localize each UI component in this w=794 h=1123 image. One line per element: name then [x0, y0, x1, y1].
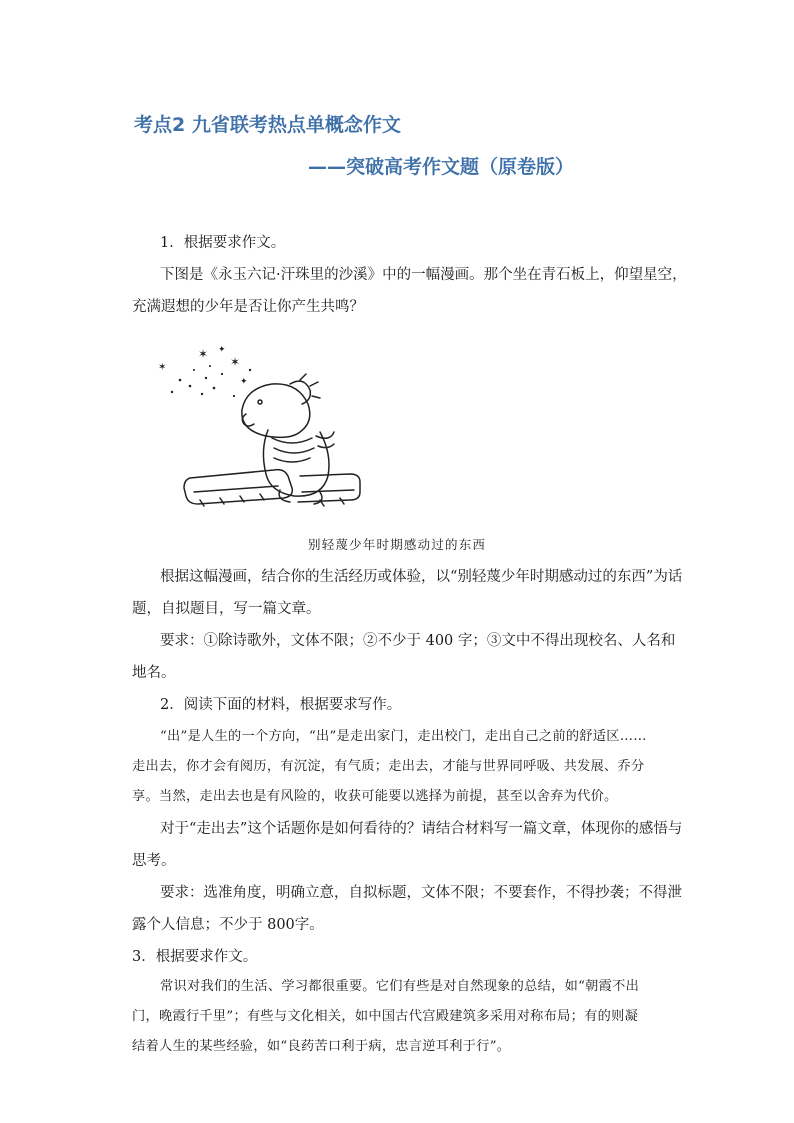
- q1-intro-line2: 充满遐想的少年是否让你产生共鸣？: [132, 299, 364, 315]
- q1-requirement-line1: 要求：①除诗歌外，文体不限；②不少于 400 字；③文中不得出现校名、人名和: [160, 633, 676, 649]
- q2-requirement-line1: 要求：选准角度，明确立意，自拟标题，文体不限；不要套作，不得抄袭；不得泄: [160, 885, 682, 901]
- q3-material-line3: 结着人生的某些经验，如“良药苦口利于病，忠言逆耳利于行”。: [132, 1039, 511, 1054]
- q2-material-line2: 走出去，你才会有阅历，有沉淀，有气质；走出去，才能与世界同呼吸、共发展、乔分: [132, 759, 645, 774]
- heading-line-2: ——突破高考作文题（原卷版）: [308, 156, 575, 178]
- star-icon: ✶: [230, 355, 241, 369]
- q2-task-line1: 对于“走出去”这个话题你是如何看待的？请结合材料写一篇文章，体现你的感悟与: [160, 821, 683, 837]
- q2-title: 2．阅读下面的材料，根据要求写作。: [160, 697, 402, 713]
- q2-task-line2: 思考。: [132, 853, 176, 869]
- heading-line-1: 考点2 九省联考热点单概念作文: [134, 114, 401, 136]
- q1-requirement-line2: 地名。: [132, 665, 176, 681]
- q1-title: 1．根据要求作文。: [160, 235, 286, 251]
- q2-material-line1: “出”是人生的一个方向，“出”是走出家门，走出校门，走出自己之前的舒适区……: [160, 729, 647, 744]
- star-icon: ✶: [198, 347, 209, 361]
- star-icon: ✦: [240, 377, 248, 387]
- star-icon: ✶: [158, 362, 167, 373]
- star-icon: ✦: [218, 345, 226, 355]
- q3-material-line2: 门，晚霞行千里”；有些与文化相关，如中国古代宫殿建筑多采用对称布局；有的则凝: [132, 1009, 639, 1024]
- q2-requirement-line2: 露个人信息；不少于 800字。: [132, 917, 324, 933]
- q1-task-line1: 根据这幅漫画，结合你的生活经历或体验，以“别轻蔑少年时期感动过的东西”为话: [160, 569, 683, 585]
- q1-task-line2: 题，自拟题目，写一篇文章。: [132, 601, 321, 617]
- q2-material-line3: 享。当然，走出去也是有风险的，收获可能要以逃择为前提，甚至以舍弃为代价。: [132, 789, 618, 804]
- q1-intro-line1: 下图是《永玉六记·汗珠里的沙溪》中的一幅漫画。那个坐在青石板上，仰望星空，: [160, 267, 687, 283]
- q3-title: 3．根据要求作文。: [132, 949, 258, 965]
- cartoon-illustration: [150, 340, 370, 524]
- q3-material-line1: 常识对我们的生活、学习都很重要。它们有些是对自然现象的总结，如“朝霞不出: [160, 979, 640, 994]
- cartoon-caption: 别轻蔑少年时期感动过的东西: [308, 537, 487, 552]
